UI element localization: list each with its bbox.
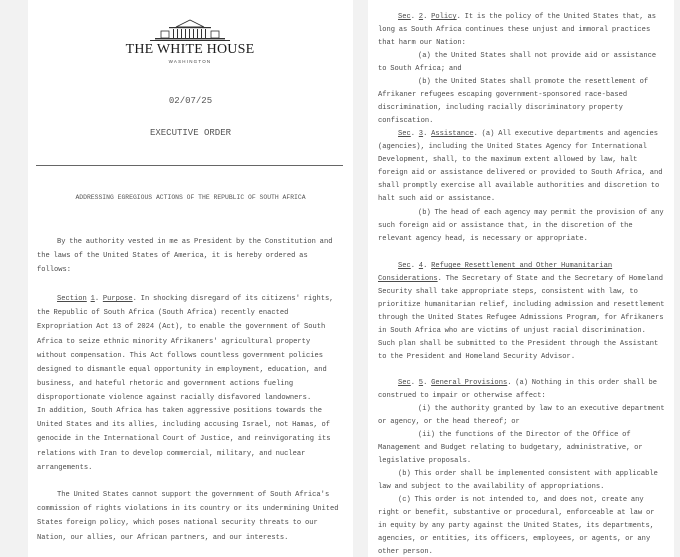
section-4-paragraph: Sec. 4. Refugee Resettlement and Other Humanitarian Considerations. The Secretary of State and the Secretary of Homeland Security shall take appropriate steps, consistent with law, to prioritize humanitarian relief, including admission and resettlement through the United States Refugee Admissions Program, for Afrikaners in South Africa who are victims of unjust racial discrimination. Such plan shall be submitted to the President through the Assistant to the President and Homeland Security Advisor.: [378, 262, 665, 361]
section-2-item-b: (b) the United States shall promote the resettlement of Afrikaner refugees escaping government-sponsored race-based discrimination, including racially discriminatory property confiscation.: [378, 78, 649, 125]
section-5-item-i: (i) the authority granted by law to an executive department or agency, or the head thereof; or: [378, 405, 665, 426]
section-5-label: Sec: [398, 379, 411, 387]
section-2-paragraph: Sec. 2. Policy. It is the policy of the United States that, as long as South Africa continues these unjust and immoral practices that harm our Nation:: [378, 13, 656, 47]
section-3-heading: Assistance: [431, 130, 474, 138]
section-4-text: . The Secretary of State and the Secretary of Homeland Security shall take appropriate steps, consistent with law, to prioritize humanitarian relief, including admission and resettlement through the United States Refugee Admissions Program, for Afrikaners in South Africa who are victims of unjust racial discrimination. Such plan shall be submitted to the President through the Assistant to the President and Homeland Security Advisor.: [378, 275, 665, 361]
document-page-left: [28, 0, 353, 557]
document-title: ADDRESSING EGREGIOUS ACTIONS OF THE REPUBLIC OF SOUTH AFRICA: [75, 194, 306, 201]
section-2-item-a: (a) the United States shall not provide aid or assistance to South Africa; and: [378, 52, 657, 73]
section-3-number: 3: [418, 130, 424, 138]
org-location: WASHINGTON: [168, 59, 212, 64]
section-2-number: 2: [418, 13, 424, 21]
section-5-item-ii: (ii) the functions of the Director of the Office of Management and Budget relating to budgetary, administrative, or legislative proposals.: [378, 431, 643, 465]
section-1-number: 1: [90, 295, 95, 303]
section-1-label: Section: [57, 295, 87, 303]
section-4-heading: Refugee Resettlement and Other Humanitarian Considerations: [378, 262, 613, 283]
section-1-text: . In shocking disregard of its citizens' rights, the Republic of South Africa (South Africa) recently enacted Expropriation Act 13 of 2024 (Act), to enable the government of South Africa to seize ethnic minority Afrikaners' agricultural property without compensation. This Act follows countless government policies designed to dismantle equal opportunity in employment, education, and business, and hateful rhetoric and government actions fueling disproportionate violence against racially disfavored landowners.: [37, 295, 334, 403]
addition-paragraph: In addition, South Africa has taken aggressive positions towards the United States and its allies, including accusing Israel, not Hamas, of genocide in the International Court of Justice, and reinvigorating its relations with Iran to develop commercial, military, and nuclear arrangements.: [37, 407, 331, 472]
section-4-label: Sec: [398, 262, 411, 270]
section-2-heading: Policy: [431, 13, 457, 21]
section-5-paragraph: Sec. 5. General Provisions. (a) Nothing in this order shall be construed to impair or otherwise affect:: [378, 379, 657, 400]
section-1-heading: Purpose: [102, 295, 133, 303]
white-house-seal-icon: [147, 18, 233, 42]
section-3-text: . (a) All executive departments and agencies (agencies), including the United States Agency for International Development, shall, to the maximum extent allowed by law, halt foreign aid or assistance delivered or provided to South Africa, and shall promptly exercise all available authorities and discretion to halt such aid or assistance.: [378, 130, 663, 203]
document-type: EXECUTIVE ORDER: [149, 128, 231, 138]
section-1-paragraph: Section 1. Purpose. In shocking disregard of its citizens' rights, the Republic of South Africa (South Africa) recently enacted Expropriation Act 13 of 2024 (Act), to enable the government of South Africa to seize ethnic minority Afrikaners' agricultural property without compensation. This Act follows countless government policies designed to dismantle equal opportunity in employment, education, and business, and hateful rhetoric and government actions fueling disproportionate violence against racially disfavored landowners.: [37, 295, 334, 403]
section-3-label: Sec: [398, 130, 411, 138]
closing-paragraph: The United States cannot support the government of South Africa's commission of rights violations in its country or its undermining United States foreign policy, which poses national security threats to our Nation, our allies, our African partners, and our interests.: [37, 491, 339, 542]
document-page-right: [368, 0, 674, 557]
section-2-label: Sec: [398, 13, 411, 21]
section-4-number: 4: [418, 262, 424, 270]
title-divider: [36, 165, 343, 166]
section-5-text: . (a) Nothing in this order shall be construed to impair or otherwise affect:: [378, 379, 657, 400]
section-5-heading: General Provisions: [431, 379, 508, 387]
document-date: 02/07/25: [168, 96, 213, 106]
section-2-text: . It is the policy of the United States that, as long as South Africa continues these unjust and immoral practices that harm our Nation:: [378, 13, 656, 47]
section-3-paragraph: Sec. 3. Assistance. (a) All executive departments and agencies (agencies), including the United States Agency for International Development, shall, to the maximum extent allowed by law, halt foreign aid or assistance delivered or provided to South Africa, and shall promptly exercise all available authorities and discretion to halt such aid or assistance.: [378, 130, 663, 203]
section-5-number: 5: [418, 379, 424, 387]
section-3-item-b: (b) The head of each agency may permit the provision of any such foreign aid or assistance that, in the discretion of the relevant agency head, is necessary or appropriate.: [378, 209, 664, 243]
org-name: THE WHITE HOUSE: [125, 42, 255, 57]
section-5-item-b: (b) This order shall be implemented consistent with applicable law and subject to the availability of appropriations.: [378, 470, 658, 491]
intro-paragraph: By the authority vested in me as President by the Constitution and the laws of the United States of America, it is hereby ordered as follows:: [37, 238, 333, 275]
section-5-item-c: (c) This order is not intended to, and does not, create any right or benefit, substantive or procedural, enforceable at law or in equity by any party against the United States, its departments, agencies, or entities, its officers, employees, or agents, or any other person.: [378, 496, 655, 556]
